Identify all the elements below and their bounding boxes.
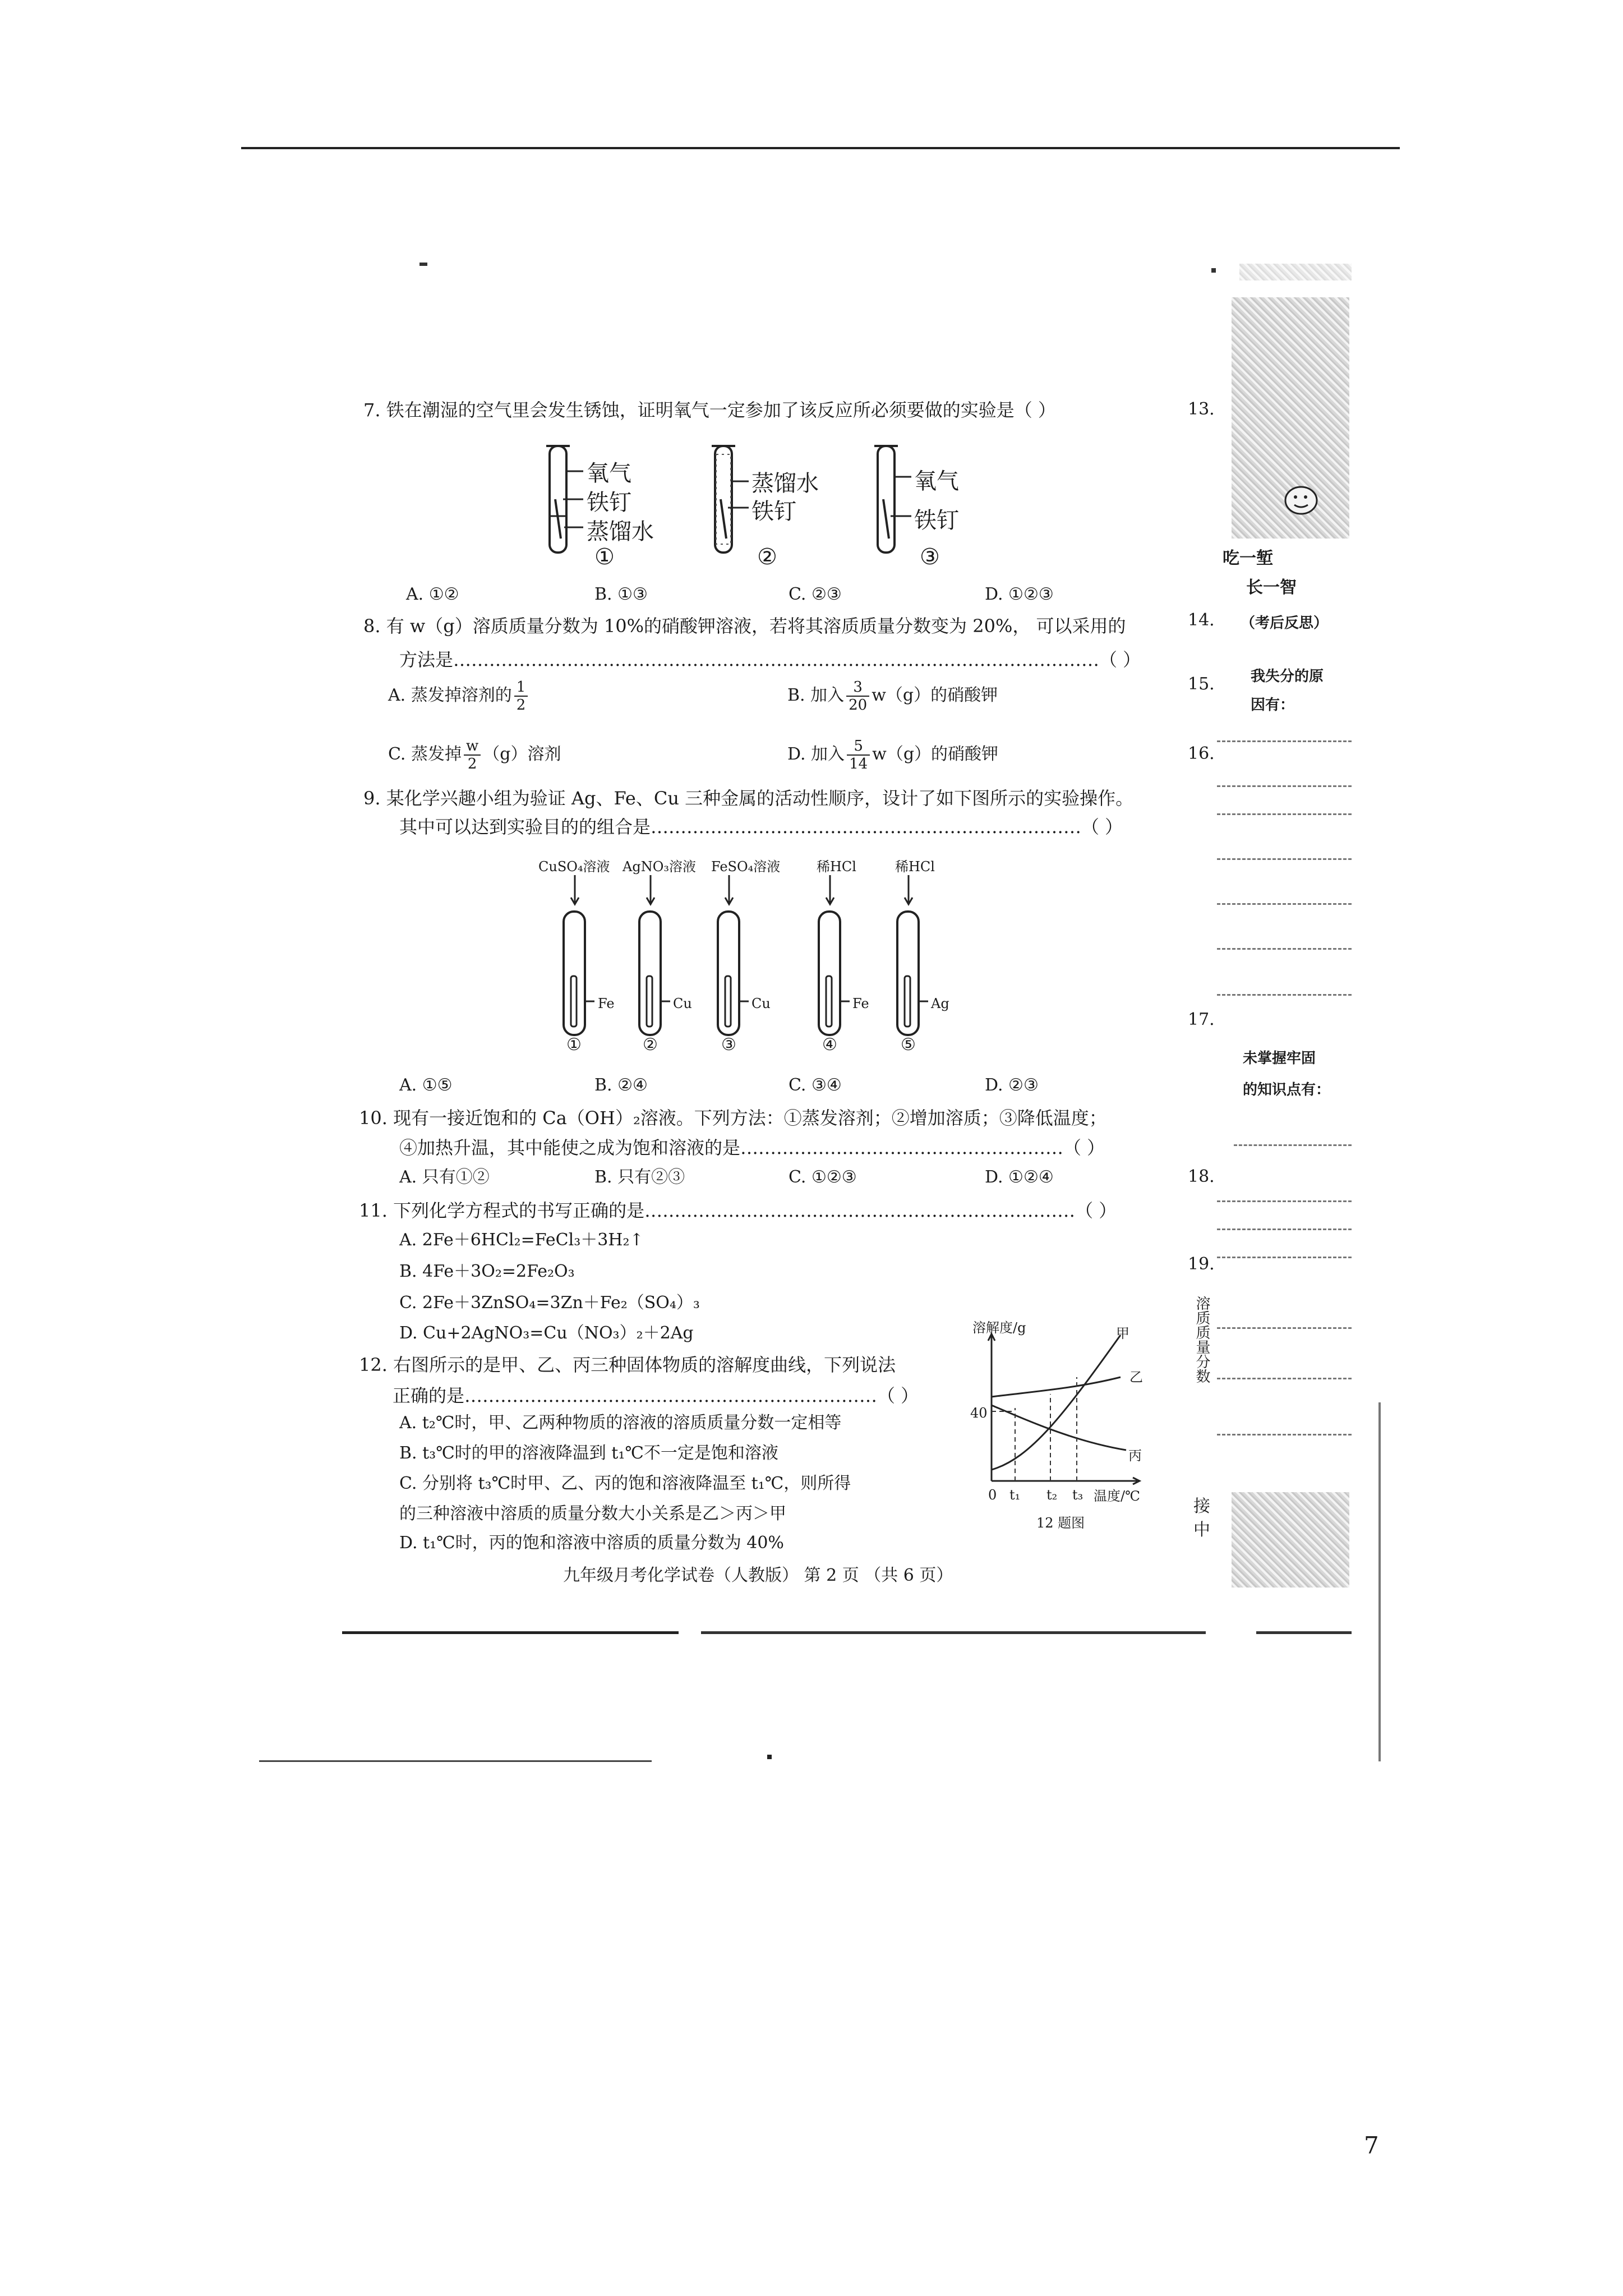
q12-chart-caption: 12 题图 bbox=[1036, 1515, 1085, 1531]
q12-chart-ytick-40: 40 bbox=[970, 1405, 988, 1421]
side-grow-label: 长一智 bbox=[1246, 578, 1297, 597]
q12-option-a: A. t₂℃时，甲、乙两种物质的溶液的溶质质量分数一定相等 bbox=[399, 1413, 842, 1433]
q10-option-d: D. ①②④ bbox=[985, 1167, 1054, 1187]
q12-chart-xtick-t2: t₂ bbox=[1046, 1487, 1058, 1503]
page-footer: 九年级月考化学试卷（人教版） 第 2 页 （共 6 页） bbox=[563, 1566, 953, 1585]
q9-metal-2: Cu bbox=[673, 996, 692, 1011]
top-rule bbox=[241, 147, 1400, 149]
q8-option-c-text: C. 蒸发掉 bbox=[388, 744, 462, 764]
q12-chart-ylabel: 溶解度/g bbox=[972, 1320, 1026, 1336]
fraction-denominator: 14 bbox=[849, 756, 868, 772]
fraction-denominator: 2 bbox=[516, 697, 526, 714]
side-weak-label-1: 未掌握牢固 bbox=[1243, 1050, 1316, 1067]
q8-option-c-fraction bbox=[464, 738, 481, 772]
q7-tube2-label-2: 铁钉 bbox=[751, 499, 796, 524]
q11-option-d: D. Cu+2AgNO₃=Cu（NO₃）₂＋2Ag bbox=[399, 1323, 694, 1343]
answer-line bbox=[1217, 1327, 1352, 1329]
q9-reagent-3: FeSO₄溶液 bbox=[711, 859, 781, 875]
side-middle-label: 中 bbox=[1193, 1520, 1210, 1540]
sidebar-texture bbox=[1232, 1492, 1349, 1588]
q7-tube3-label-2: 铁钉 bbox=[914, 508, 959, 533]
side-question-16: 16. bbox=[1188, 744, 1215, 763]
q10-option-b: B. 只有②③ bbox=[594, 1167, 685, 1187]
q8-option-d-fraction bbox=[847, 738, 870, 772]
q7-option-c: C. ②③ bbox=[789, 585, 842, 604]
bottom-rule bbox=[342, 1631, 679, 1634]
q8-option-a-text: A. 蒸发掉溶剂的 bbox=[388, 685, 512, 705]
q12-series-name-bing: 丙 bbox=[1128, 1448, 1142, 1464]
side-loss-label-2: 因有： bbox=[1251, 697, 1295, 714]
q12-chart-xtick-t1: t₁ bbox=[1009, 1487, 1021, 1503]
q7-tube1-label-1: 氧气 bbox=[587, 461, 631, 486]
q9-option-a: A. ①⑤ bbox=[399, 1075, 453, 1095]
series-jia-curve bbox=[992, 1335, 1121, 1470]
side-receive-label: 接 bbox=[1193, 1497, 1210, 1516]
answer-line bbox=[1217, 903, 1352, 905]
q12-series-name-yi: 乙 bbox=[1129, 1369, 1143, 1385]
q12-option-d: D. t₁℃时，丙的饱和溶液中溶质的质量分数为 40% bbox=[399, 1533, 784, 1553]
q8-line-1: 8. 有 w（g）溶质质量分数为 10%的硝酸钾溶液，若将其溶质质量分数变为 20%， 可以采用的 bbox=[363, 615, 1126, 637]
answer-line bbox=[1217, 813, 1352, 815]
q8-option-b-suffix: w（g）的硝酸钾 bbox=[872, 685, 998, 705]
q9-tube-diagram bbox=[538, 875, 987, 1043]
answer-line bbox=[1217, 1228, 1352, 1230]
q7-text: 7. 铁在潮湿的空气里会发生锈蚀，证明氧气一定参加了该反应所必须要做的实验是（ ） bbox=[363, 399, 1056, 421]
q9-reagent-4: 稀HCl bbox=[817, 859, 856, 875]
q9-reagent-1: CuSO₄溶液 bbox=[538, 859, 610, 875]
fraction-denominator: 20 bbox=[849, 697, 868, 714]
q8-option-d-text: D. 加入 bbox=[787, 744, 845, 764]
q12-line-2: 正确的是……………………………………………………………（ ） bbox=[393, 1385, 919, 1406]
side-reflect-label: （考后反思） bbox=[1241, 615, 1329, 632]
q12-chart-xtick-0: 0 bbox=[988, 1487, 997, 1503]
scan-speck bbox=[419, 263, 427, 266]
q8-option-b-text: B. 加入 bbox=[787, 685, 845, 705]
q11-option-a: A. 2Fe＋6HCl₂=FeCl₃＋3H₂↑ bbox=[399, 1230, 644, 1250]
q9-metal-1: Fe bbox=[598, 996, 615, 1011]
side-question-17: 17. bbox=[1188, 1010, 1215, 1029]
q8-option-c bbox=[388, 738, 561, 772]
answer-line bbox=[1217, 1257, 1352, 1258]
q12-option-c-line-1: C. 分别将 t₃℃时甲、乙、丙的饱和溶液降温至 t₁℃，则所得 bbox=[399, 1474, 851, 1493]
scan-speck bbox=[1211, 268, 1216, 273]
q9-metal-5: Ag bbox=[931, 996, 949, 1011]
fraction-numerator: w bbox=[464, 738, 481, 756]
q9-reagent-5: 稀HCl bbox=[895, 859, 935, 875]
q8-line-2: 方法是………………………………………………………………………………………………（ ） bbox=[399, 649, 1141, 670]
q7-tube3-number: ③ bbox=[920, 544, 940, 570]
fraction-numerator: 1 bbox=[514, 679, 528, 697]
q8-option-d-suffix: w（g）的硝酸钾 bbox=[872, 744, 999, 764]
side-question-15: 15. bbox=[1188, 674, 1215, 694]
q9-tube-number-5: ⑤ bbox=[901, 1035, 916, 1055]
q9-metal-3: Cu bbox=[751, 996, 771, 1011]
q11-line-1: 11. 下列化学方程式的书写正确的是………………………………………………………………（ ） bbox=[359, 1200, 1117, 1221]
q7-tube1-label-3: 蒸馏水 bbox=[587, 519, 654, 545]
page-number: 7 bbox=[1364, 2132, 1379, 2159]
side-vertical-label: 溶质质量分数 bbox=[1193, 1296, 1210, 1383]
q8-option-a bbox=[388, 679, 530, 714]
q8-option-b bbox=[787, 679, 998, 714]
sidebar-texture bbox=[1239, 264, 1352, 280]
q7-tube2-number: ② bbox=[757, 544, 777, 570]
side-loss-label-1: 我失分的原 bbox=[1251, 668, 1324, 685]
q8-option-d bbox=[787, 738, 998, 772]
q9-metal-4: Fe bbox=[852, 996, 869, 1011]
q9-tube-number-3: ③ bbox=[721, 1035, 736, 1055]
q9-tube-number-1: ① bbox=[566, 1035, 582, 1055]
answer-line bbox=[1217, 858, 1352, 860]
answer-line bbox=[1217, 785, 1352, 787]
answer-line bbox=[1217, 1378, 1352, 1379]
q7-option-a: A. ①② bbox=[406, 585, 459, 604]
q10-line-2: ④加热升温，其中能使之成为饱和溶液的是………………………………………………（ ） bbox=[399, 1137, 1105, 1158]
answer-line bbox=[1217, 994, 1352, 996]
q12-chart-xlabel: 温度/℃ bbox=[1094, 1488, 1140, 1504]
q9-line-2: 其中可以达到实验目的的组合是………………………………………………………………（ ） bbox=[399, 816, 1123, 838]
q7-tube1-number: ① bbox=[594, 544, 615, 570]
q9-line-1: 9. 某化学兴趣小组为验证 Ag、Fe、Cu 三种金属的活动性顺序，设计了如下图所示的实验操作。 bbox=[363, 788, 1134, 809]
bottom-rule bbox=[701, 1631, 1206, 1634]
answer-line bbox=[1217, 948, 1352, 950]
q7-option-d: D. ①②③ bbox=[985, 585, 1054, 604]
fraction-denominator: 2 bbox=[467, 756, 477, 772]
q10-option-a: A. 只有①② bbox=[399, 1167, 490, 1187]
q12-series-name-jia: 甲 bbox=[1116, 1326, 1129, 1341]
answer-line bbox=[1217, 740, 1352, 742]
side-question-18: 18. bbox=[1188, 1167, 1215, 1186]
q8-option-a-fraction bbox=[514, 679, 528, 714]
q9-reagent-2: AgNO₃溶液 bbox=[623, 859, 696, 875]
series-yi-curve bbox=[992, 1377, 1121, 1397]
q9-option-d: D. ②③ bbox=[985, 1075, 1039, 1095]
q9-option-b: B. ②④ bbox=[594, 1075, 648, 1095]
q7-tube3-label-1: 氧气 bbox=[914, 468, 959, 494]
fraction-numerator: 5 bbox=[847, 738, 870, 756]
q12-option-b: B. t₃℃时的甲的溶液降温到 t₁℃不一定是饱和溶液 bbox=[399, 1443, 778, 1463]
answer-line bbox=[1234, 1144, 1352, 1146]
side-question-13: 13. bbox=[1188, 399, 1215, 419]
side-eat-label: 吃一堑 bbox=[1223, 549, 1273, 568]
q7-tube2-label-1: 蒸馏水 bbox=[751, 471, 819, 496]
q10-line-1: 10. 现有一接近饱和的 Ca（OH）₂溶液。下列方法：①蒸发溶剂；②增加溶质；③降低温度； bbox=[359, 1107, 1107, 1129]
q8-option-b-fraction bbox=[846, 679, 869, 714]
side-question-14: 14. bbox=[1188, 610, 1215, 630]
q7-tube1-label-2: 铁钉 bbox=[587, 490, 631, 516]
q12-line-1: 12. 右图所示的是甲、乙、丙三种固体物质的溶解度曲线，下列说法 bbox=[359, 1354, 896, 1375]
q9-tube-number-2: ② bbox=[643, 1035, 658, 1055]
answer-line bbox=[1217, 1434, 1352, 1435]
side-weak-label-2: 的知识点有： bbox=[1243, 1082, 1331, 1098]
answer-line bbox=[1217, 1200, 1352, 1202]
q9-tube-number-4: ④ bbox=[822, 1035, 837, 1055]
q11-option-b: B. 4Fe＋3O₂=2Fe₂O₃ bbox=[399, 1262, 575, 1281]
right-edge-line bbox=[1378, 1402, 1381, 1761]
smiley-icon bbox=[1282, 484, 1321, 517]
q10-option-c: C. ①②③ bbox=[789, 1167, 857, 1187]
q12-option-c-line-2: 的三种溶液中溶质的质量分数大小关系是乙＞丙＞甲 bbox=[399, 1504, 786, 1524]
fraction-numerator: 3 bbox=[846, 679, 869, 697]
q7-option-b: B. ①③ bbox=[594, 585, 648, 604]
q12-chart-xtick-t3: t₃ bbox=[1072, 1487, 1083, 1503]
lower-rule bbox=[259, 1760, 652, 1762]
side-question-19: 19. bbox=[1188, 1254, 1215, 1274]
q11-option-c: C. 2Fe＋3ZnSO₄=3Zn＋Fe₂（SO₄）₃ bbox=[399, 1293, 700, 1313]
bottom-rule bbox=[1256, 1631, 1352, 1634]
scan-speck bbox=[767, 1755, 772, 1759]
q8-option-c-suffix: （g）溶剂 bbox=[483, 744, 561, 764]
q9-option-c: C. ③④ bbox=[789, 1075, 842, 1095]
